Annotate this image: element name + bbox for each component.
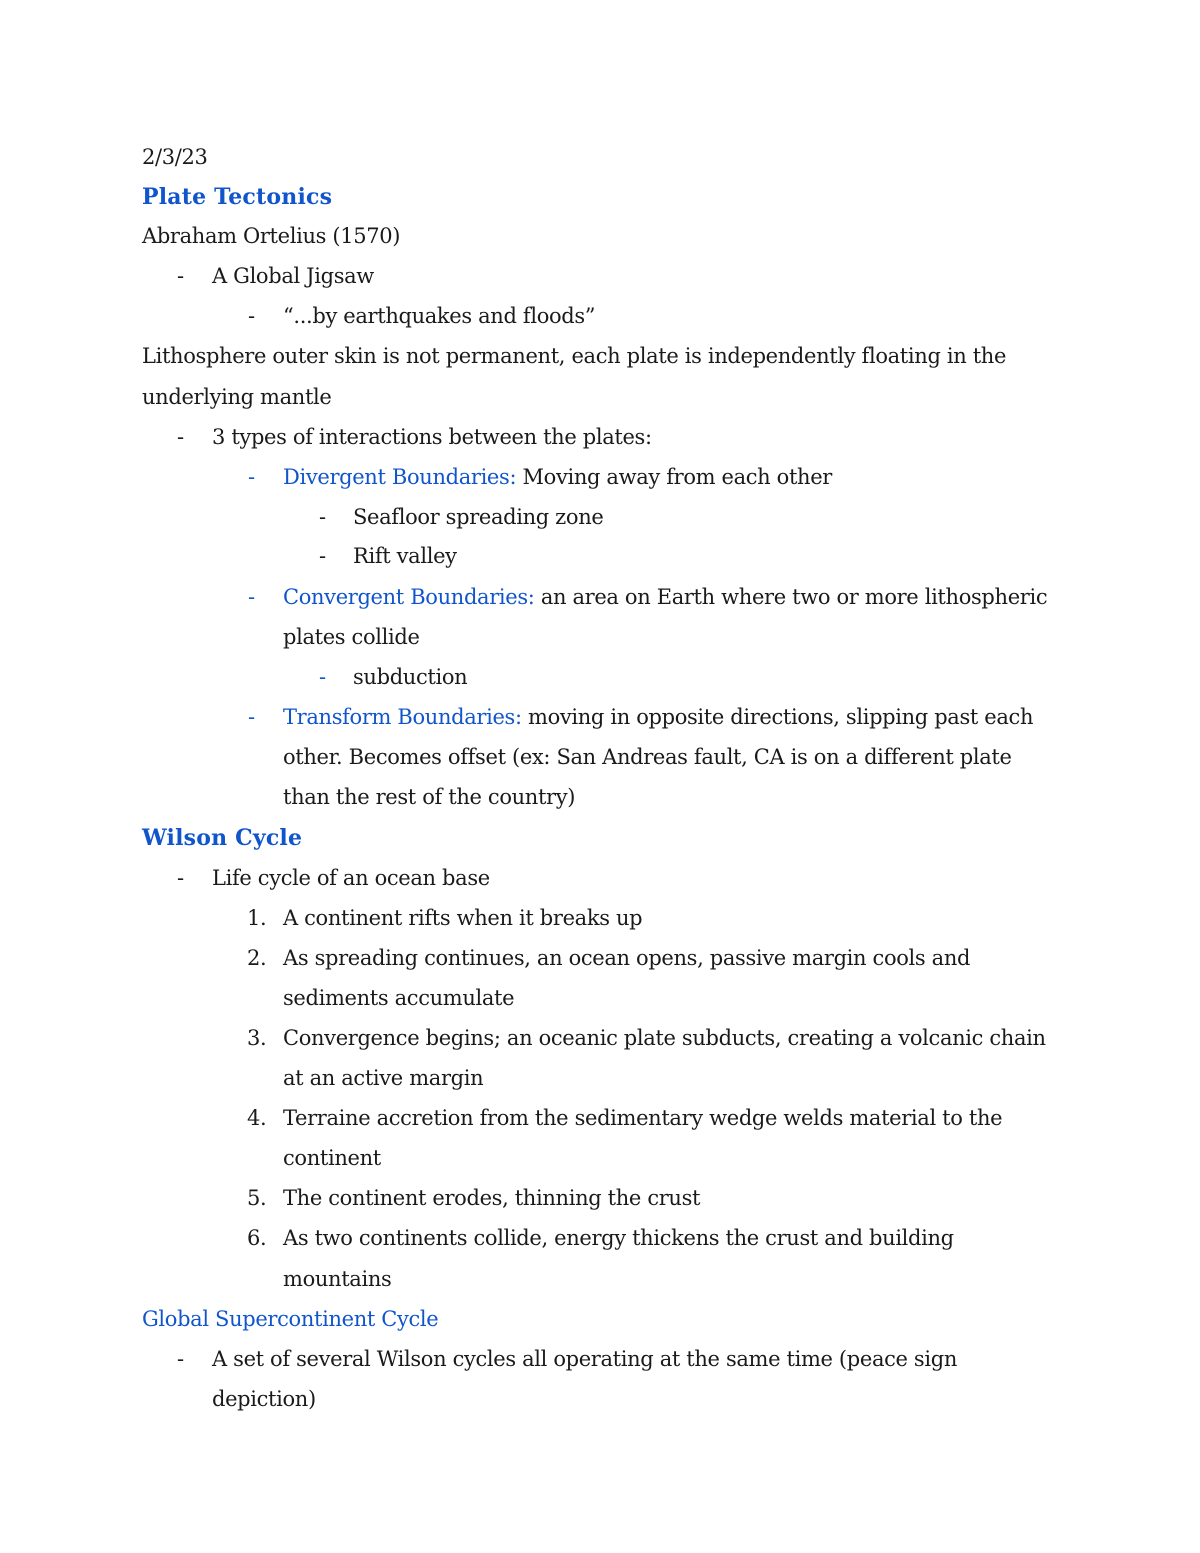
bullet-dash: -: [177, 264, 185, 288]
supercontinent-line-2: depiction): [212, 1387, 316, 1411]
step-number: 1.: [247, 906, 267, 930]
lithosphere-line-1: Lithosphere outer skin is not permanent, each plate is independently floating in the: [142, 344, 1007, 368]
step-number: 4.: [247, 1106, 267, 1130]
step-line: Terraine accretion from the sedimentary wedge welds material to the: [283, 1106, 1003, 1130]
divergent-label: Divergent Boundaries:: [283, 465, 517, 489]
step-line: at an active margin: [283, 1066, 484, 1090]
transform-line-2: other. Becomes offset (ex: San Andreas fault, CA is on a different plate: [283, 745, 1012, 769]
bullet-dash: -: [177, 425, 185, 449]
heading-plate-tectonics: Plate Tectonics: [142, 184, 333, 210]
step-number: 3.: [247, 1026, 267, 1050]
interactions-item: 3 types of interactions between the plates:: [212, 425, 652, 449]
step-line: continent: [283, 1146, 381, 1170]
subduction-item: subduction: [353, 665, 468, 689]
step-line: The continent erodes, thinning the crust: [283, 1186, 701, 1210]
convergent-label: Convergent Boundaries:: [283, 585, 535, 609]
step-line: sediments accumulate: [283, 986, 515, 1010]
step-line: A continent rifts when it breaks up: [283, 906, 643, 930]
step-line: Convergence begins; an oceanic plate subducts, creating a volcanic chain: [283, 1026, 1046, 1050]
transform-text: moving in opposite directions, slipping past each: [521, 705, 1034, 729]
convergent-line-2: plates collide: [283, 625, 420, 649]
heading-supercontinent: Global Supercontinent Cycle: [142, 1307, 439, 1331]
convergent-item: [283, 587, 1047, 608]
bullet-dash: -: [248, 465, 256, 489]
bullet-dash: -: [319, 665, 327, 689]
bullet-dash: -: [177, 1347, 185, 1371]
lithosphere-line-2: underlying mantle: [142, 385, 332, 409]
rift-item: Rift valley: [353, 544, 457, 568]
step-number: 6.: [247, 1226, 267, 1250]
convergent-text: an area on Earth where two or more lithospheric: [534, 585, 1048, 609]
step-line: As two continents collide, energy thickens the crust and building: [283, 1226, 954, 1250]
life-cycle-item: Life cycle of an ocean base: [212, 866, 490, 890]
step-line: mountains: [283, 1267, 392, 1291]
bullet-dash: -: [248, 585, 256, 609]
bullet-dash: -: [319, 505, 327, 529]
seafloor-item: Seafloor spreading zone: [353, 505, 604, 529]
bullet-dash: -: [319, 544, 327, 568]
transform-line-3: than the rest of the country): [283, 785, 576, 809]
ortelius-line: Abraham Ortelius (1570): [142, 224, 401, 248]
transform-item: [283, 707, 1033, 728]
heading-wilson-cycle: Wilson Cycle: [142, 825, 303, 851]
date-line: 2/3/23: [142, 145, 208, 169]
step-line: As spreading continues, an ocean opens, passive margin cools and: [283, 946, 971, 970]
bullet-dash: -: [248, 304, 256, 328]
bullet-dash: -: [177, 866, 185, 890]
step-number: 2.: [247, 946, 267, 970]
jigsaw-item: A Global Jigsaw: [212, 264, 374, 288]
bullet-dash: -: [248, 705, 256, 729]
divergent-item: [283, 467, 832, 488]
transform-label: Transform Boundaries:: [283, 705, 522, 729]
supercontinent-line-1: A set of several Wilson cycles all operating at the same time (peace sign: [212, 1347, 957, 1371]
step-number: 5.: [247, 1186, 267, 1210]
quote-item: “...by earthquakes and floods”: [283, 304, 596, 328]
divergent-text: Moving away from each other: [516, 465, 832, 489]
